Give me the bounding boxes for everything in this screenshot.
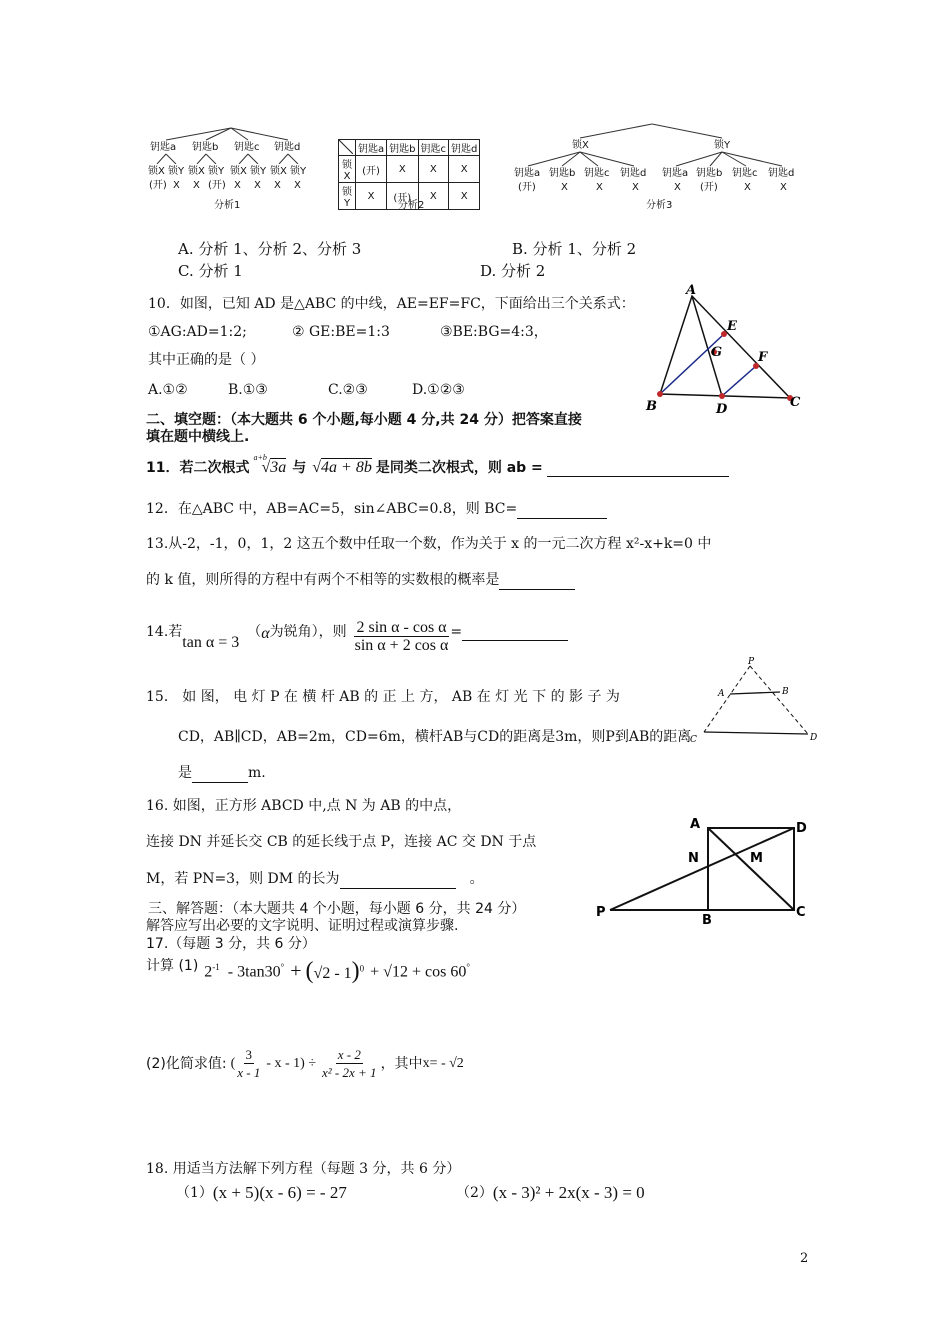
q9-option-d: D. 分析 2 [480, 262, 546, 280]
corner-diagonal [339, 140, 353, 154]
q18-title: 18. 用适当方法解下列方程（每题 3 分，共 6 分） [146, 1161, 461, 1177]
q13-line-1: 13.从-2，-1，0，1，2 这五个数中任取一个数，作为关于 x 的一元二次方程 x²-x+k=0 中 [146, 536, 712, 552]
label-b: B [646, 399, 657, 414]
q18-equation-2: (x - 3)² + 2x(x - 3) = 0 [492, 1183, 645, 1202]
q15-pre: 是 [178, 765, 192, 781]
q11 [146, 452, 729, 477]
q17-term-d: (√2 - 1)$^0$ [305, 958, 365, 984]
q13-line-2 [146, 571, 575, 590]
line-pd [610, 828, 794, 910]
ray-left [704, 666, 750, 732]
label-g: G [711, 345, 723, 360]
table-cell: X [387, 156, 418, 183]
fig1-leaf: 锁Y [208, 166, 225, 177]
q10-option-d: D.①②③ [412, 382, 465, 398]
fig3-caption: 分析3 [646, 200, 673, 211]
fig1-caption: 分析1 [214, 200, 241, 211]
q14 [146, 619, 568, 654]
q17-term-b-body: - 3tan30 [227, 963, 281, 981]
q12 [146, 500, 607, 519]
fig1-leaf: 锁Y [250, 166, 267, 177]
fig1-mark: X [234, 180, 241, 191]
q11-index: a+b [253, 452, 267, 462]
q12-answer-blank[interactable] [517, 500, 607, 519]
q11-rad1: 3a [270, 458, 287, 476]
q17-simplify: (2)化简求值: ( $\frac{3}{x - 1}$ - x - 1) ÷ $\frac{x - 2}{\text{x² - 2x + 1}}$ ，其中 x= - √2 [146, 1047, 464, 1080]
q14-answer-blank[interactable] [462, 622, 568, 641]
fig3-mark: (开) [700, 182, 718, 193]
fig3-mark: X [744, 182, 751, 193]
label-d: D [716, 402, 728, 417]
q18-equation-1: (x + 5)(x - 6) = - 27 [212, 1183, 347, 1202]
label-a: A [690, 817, 701, 832]
fig3-key: 钥匙d [768, 168, 795, 179]
label-p: P [748, 657, 755, 667]
table-cell: X [449, 183, 480, 210]
lamp-figure-q15 [686, 656, 820, 746]
q11-radical-1: a+b √3a [261, 459, 286, 477]
q14-note-l: （ [247, 623, 262, 640]
q15-line-1: 15． 如 图， 电 灯 P 在 横 杆 AB 的 正 上 方， AB 在 灯 光 下 的 影 子 为 [146, 689, 620, 705]
q17-calc [146, 958, 470, 985]
row-label: 锁X [339, 156, 356, 183]
q17-term-a-exp: -1 [212, 961, 220, 972]
triangle-figure-q10 [640, 282, 810, 422]
fig1-leaf: 锁X [148, 166, 165, 177]
table-header: 钥匙d [449, 140, 480, 156]
q17-term-d-exp: 0 [359, 963, 365, 974]
table-cell: (开) [387, 183, 418, 210]
fig3-key: 钥匙a [662, 168, 689, 179]
q14-denominator: sin α + 2 cos α [354, 637, 449, 654]
q17-term-e-body: + √12 + cos 60 [370, 963, 467, 981]
table-cell: X [418, 156, 449, 183]
fig3-key: 钥匙b [549, 168, 576, 179]
q16-line-1: 16. 如图，正方形 ABCD 中,点 N 为 AB 的中点， [146, 798, 462, 814]
q17-term-e [370, 962, 470, 981]
label-e: E [727, 319, 737, 334]
label-m: M [750, 851, 763, 866]
table-header: 钥匙b [387, 140, 418, 156]
section-3-heading: 三、解答题：（本大题共 4 个小题，每小题 6 分，共 24 分） [148, 901, 526, 917]
q11-answer-blank[interactable] [547, 458, 729, 477]
q10-ask: 其中正确的是（ ） [148, 352, 265, 368]
diagonal-ac [708, 828, 794, 910]
fig3-lock: 锁Y [714, 140, 731, 151]
label-p: P [596, 905, 606, 920]
q17-term-a [204, 962, 220, 981]
q17-term-d-body: √2 - 1 [313, 965, 352, 982]
q17-plus: + [290, 960, 302, 982]
q16-line-2: 连接 DN 并延长交 CB 的延长线于点 P，连接 AC 交 DN 于点 [146, 834, 537, 850]
table-cell: (开) [356, 156, 387, 183]
q17-calc-label: 计算 (1) [146, 957, 199, 974]
q15-line-2: CD，AB∥CD，AB=2m，CD=6m，横杆AB与CD的距离是3m，则P到AB的距离 [178, 729, 692, 745]
label-d: D [796, 821, 807, 836]
q11-radical-2: √4a + 8b [312, 458, 372, 476]
fig1-leaf: 锁Y [290, 166, 307, 177]
section-3-heading-2: 解答应写出必要的文字说明、证明过程或演算步骤. [146, 918, 459, 934]
label-c: C [796, 905, 806, 920]
q17-frac-2 [320, 1046, 379, 1081]
fig3-mark: X [632, 182, 639, 193]
fig1-root: 钥匙a [150, 142, 177, 153]
q16-text: M，若 PN=3，则 DM 的长为 [146, 871, 340, 887]
q10-relation-3: ③BE:BG=4:3， [440, 324, 548, 340]
fig1-root: 钥匙d [274, 142, 301, 153]
label-c: C [790, 395, 801, 410]
q17-title: 17.（每题 3 分，共 6 分） [146, 936, 316, 952]
q11-pre: 11．若二次根式 [146, 459, 250, 476]
table-header: 钥匙c [418, 140, 449, 156]
q10-stem: 10．如图，已知 AD 是△ABC 的中线，AE=EF=FC，下面给出三个关系式： [148, 296, 635, 312]
q18-part-1-label: （1） [176, 1185, 213, 1201]
fig1-mark: X [294, 180, 301, 191]
label-n: N [688, 851, 699, 866]
q9-option-a: A. 分析 1、分析 2、分析 3 [178, 240, 362, 258]
analysis-figure-1 [148, 124, 314, 216]
fig2-caption: 分析2 [398, 200, 425, 211]
table-cell: X [356, 183, 387, 210]
label-f: F [758, 350, 768, 365]
label-a: A [718, 689, 725, 699]
analysis-figure-3 [512, 122, 804, 216]
point-b [657, 391, 663, 397]
q14-note-alpha: α [261, 624, 270, 642]
ray-right [750, 666, 808, 734]
page-number: 2 [800, 1251, 809, 1266]
q11-post: 是同类二次根式，则 ab = [375, 459, 543, 476]
q10-relation-1: ①AG:AD=1:2; [148, 324, 247, 340]
fig3-key: 钥匙b [696, 168, 723, 179]
triangle-abc [660, 296, 790, 398]
q13-text: 的 k 值，则所得的方程中有两个不相等的实数根的概率是 [146, 572, 500, 588]
point-d [719, 393, 725, 399]
q16-answer-blank[interactable] [340, 870, 456, 889]
q10-option-c: C.②③ [328, 382, 368, 398]
q17-term-e-deg: ° [466, 961, 470, 972]
table-cell: X [449, 156, 480, 183]
fig1-leaf: 锁Y [168, 166, 185, 177]
q17-simplify-tail: ，其中 [380, 1055, 423, 1072]
q17-frac-1 [235, 1046, 262, 1081]
table-header: 钥匙a [356, 140, 387, 156]
square-figure-q16 [590, 810, 820, 928]
fig1-mark: X [254, 180, 261, 191]
fig1-mark: X [193, 180, 200, 191]
q9-option-c: C. 分析 1 [178, 262, 243, 280]
q17-simplify-x: x= - √2 [422, 1055, 464, 1071]
label-b: B [702, 913, 712, 928]
q14-fraction [353, 619, 451, 654]
row-label: 锁Y [339, 183, 356, 210]
q15-line-3 [178, 764, 266, 783]
q17-simplify-mid: - x - 1) ÷ [266, 1055, 317, 1071]
q17-simplify-label: (2)化简求值: [146, 1055, 227, 1072]
q12-text: 12．在△ABC 中，AB=AC=5，sin∠ABC=0.8，则 BC= [146, 501, 518, 517]
fig3-mark: X [596, 182, 603, 193]
fig1-mark: X [274, 180, 281, 191]
fig1-mark: (开) [149, 180, 167, 191]
q11-rad2: 4a + 8b [321, 458, 372, 476]
section-2-heading: 二、填空题：（本大题共 6 个小题,每小题 4 分,共 24 分）把答案直接 [146, 412, 582, 428]
q17-term-b [228, 962, 284, 981]
fig3-key: 钥匙d [620, 168, 647, 179]
q16-line-3 [146, 870, 484, 889]
q14-note-r: 为锐角），则 [269, 623, 347, 640]
fig3-mark: X [674, 182, 681, 193]
fig3-mark: X [780, 182, 787, 193]
q11-mid: 与 [292, 459, 307, 476]
q17-term-a-base: 2 [204, 963, 213, 981]
q14-equals: = [450, 623, 463, 640]
q14-condition: tan α = 3 [182, 633, 240, 651]
fig3-key: 钥匙c [732, 168, 758, 179]
segment-df [722, 366, 756, 396]
fig1-mark: (开) [208, 180, 226, 191]
q14-numerator: 2 sin α - cos α [356, 619, 447, 636]
q10-option-b: B.①③ [228, 382, 268, 398]
shadow-cd [704, 732, 808, 734]
fig1-mark: X [173, 180, 180, 191]
fig1-root: 钥匙b [192, 142, 219, 153]
label-c: C [690, 735, 697, 745]
q14-pre: 14.若 [146, 623, 183, 640]
q18-part-1 [176, 1183, 347, 1203]
q18-part-2 [456, 1183, 645, 1203]
q16-end: 。 [469, 871, 484, 887]
q17-frac-2-den: x² - 2x + 1 [322, 1065, 377, 1080]
q10-relation-2: ② GE:BE=1:3 [292, 324, 390, 340]
q9-option-b: B. 分析 1、分析 2 [512, 240, 637, 258]
fig1-leaf: 锁X [188, 166, 205, 177]
label-b: B [782, 687, 789, 697]
q17-frac-2-num: x - 2 [337, 1047, 361, 1062]
fig1-leaf: 锁X [270, 166, 287, 177]
fig3-mark: (开) [518, 182, 536, 193]
q18-part-2-label: （2） [456, 1185, 493, 1201]
q17-frac-1-num: 3 [245, 1047, 253, 1062]
q17-term-b-deg: ° [280, 961, 285, 972]
q13-answer-blank[interactable] [499, 571, 575, 590]
fig3-lock: 锁X [572, 140, 589, 151]
fig3-key: 钥匙a [514, 168, 541, 179]
table-row [339, 156, 480, 183]
analysis-figure-2 [338, 139, 498, 217]
section-2-heading-2: 填在题中横线上. [146, 429, 250, 445]
q15-answer-blank[interactable] [192, 764, 248, 783]
fig1-root: 钥匙c [234, 142, 260, 153]
q10-option-a: A.①② [148, 382, 188, 398]
q15-post: m. [248, 765, 266, 781]
fig3-mark: X [561, 182, 568, 193]
fig3-key: 钥匙c [584, 168, 610, 179]
label-d: D [810, 733, 818, 743]
q17-frac-1-den: x - 1 [237, 1065, 261, 1080]
label-a: A [686, 283, 697, 298]
table-corner [339, 140, 356, 156]
fig1-leaf: 锁X [230, 166, 247, 177]
table-cell: X [418, 183, 449, 210]
